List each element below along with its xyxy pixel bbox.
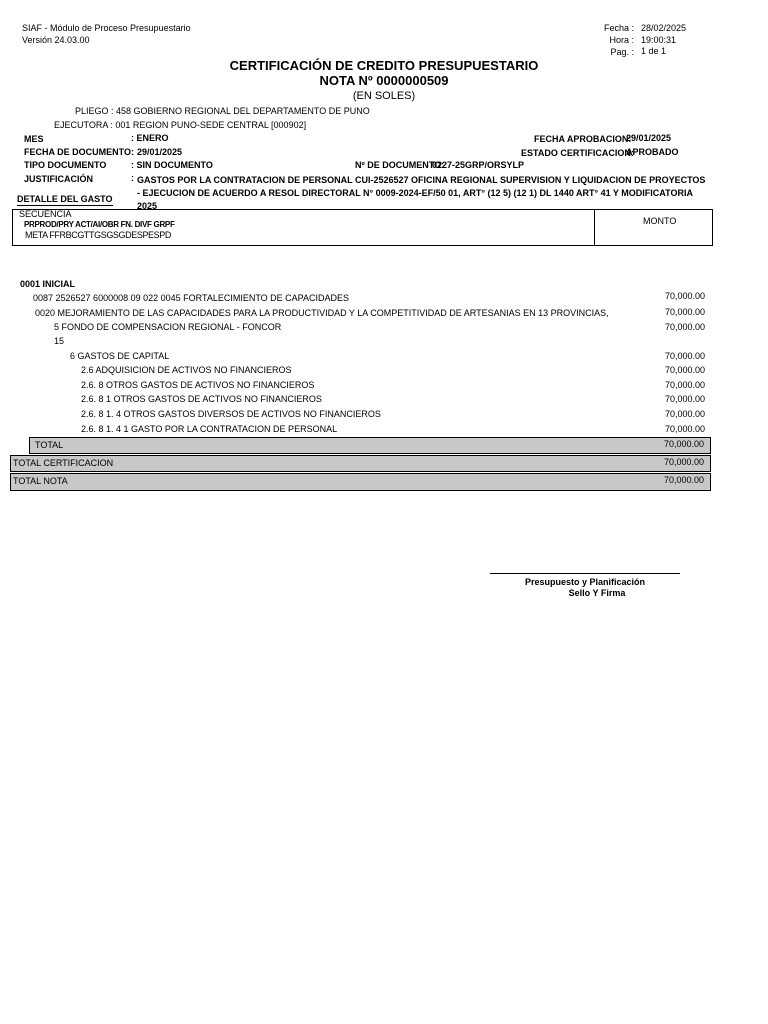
tipo-doc-label: TIPO DOCUMENTO: [24, 160, 107, 170]
estado-value: APROBADO: [626, 147, 679, 157]
app-name: SIAF - Módulo de Proceso Presupuestario: [22, 23, 191, 33]
fecha-aprobacion-value: 29/01/2025: [626, 133, 672, 143]
signature-dept: Presupuesto y Planificación: [524, 577, 646, 587]
hora-value: 19:00:31: [641, 35, 677, 45]
pliego: PLIEGO : 458 GOBIERNO REGIONAL DEL DEPARTAMENTO DE PUNO: [75, 106, 370, 116]
total-nota-value: 70,000.00: [663, 475, 704, 485]
row-amount: 70,000.00: [664, 394, 705, 404]
row-text: 0087 2526527 6000008 09 022 0045 FORTALECIMIENTO DE CAPACIDADES: [33, 293, 350, 303]
row-text: 2.6 ADQUISICION DE ACTIVOS NO FINANCIEROS: [81, 365, 292, 375]
row-amount: 70,000.00: [664, 307, 705, 317]
secuencia-label: SECUENCIA: [19, 209, 72, 219]
detalle-underline: [17, 205, 113, 206]
tipo-doc-value: : SIN DOCUMENTO: [131, 160, 213, 170]
app-version: Versión 24.03.00: [22, 35, 90, 45]
justificacion-colon: :: [131, 173, 134, 183]
estado-label: ESTADO CERTIFICACION:: [521, 148, 634, 158]
fecha-doc-value: 29/01/2025: [137, 147, 183, 157]
justificacion-line1: GASTOS POR LA CONTRATACION DE PERSONAL CUI-2526527 OFICINA REGIONAL SUPERVISION Y LIQUIDACION DE PROYECTOS: [137, 175, 706, 185]
nota-number: NOTA Nº 0000000509: [319, 73, 449, 88]
row-amount: 70,000.00: [664, 409, 705, 419]
fecha-doc-label: FECHA DE DOCUMENTO:: [24, 147, 134, 157]
row-amount: 70,000.00: [664, 365, 705, 375]
row-text: 0020 MEJORAMIENTO DE LAS CAPACIDADES PARA LA PRODUCTIVIDAD Y LA COMPETITIVIDAD DE ARTESANIAS EN 13 PROVINCIAS,: [35, 308, 609, 318]
fecha-label: Fecha :: [603, 23, 634, 33]
row-amount: 70,000.00: [664, 291, 705, 301]
monto-label: MONTO: [643, 216, 677, 226]
row-amount: 70,000.00: [664, 351, 705, 361]
detalle-divider: [594, 209, 595, 246]
total-certificacion-label: TOTAL CERTIFICACION: [13, 458, 114, 468]
column-codes-prefix: PR: [24, 220, 35, 229]
total-nota-label: TOTAL NOTA: [13, 476, 68, 486]
column-codes-text: PROD/PRY ACT/AI/OBR FN. DIVF GRPF: [34, 220, 175, 229]
row-amount: 70,000.00: [664, 424, 705, 434]
justificacion-label: JUSTIFICACIÓN: [24, 174, 94, 184]
fecha-value: 28/02/2025: [641, 23, 687, 33]
row-text: 15: [54, 336, 65, 346]
total-certificacion-value: 70,000.00: [663, 457, 704, 467]
row-text: 2.6. 8 1. 4 OTROS GASTOS DIVERSOS DE ACTIVOS NO FINANCIEROS: [81, 409, 381, 419]
row-text: 2.6. 8 1. 4 1 GASTO POR LA CONTRATACION DE PERSONAL: [81, 424, 338, 434]
hora-label: Hora :: [609, 35, 634, 45]
pag-value: 1 de 1: [641, 46, 667, 56]
detalle-gasto-label: DETALLE DEL GASTO: [17, 194, 113, 204]
row-text: 2.6. 8 OTROS GASTOS DE ACTIVOS NO FINANCIEROS: [81, 380, 315, 390]
column-codes-line2: META FFRBCGTTGSGSGDESPESPD: [25, 230, 171, 240]
row-amount: 70,000.00: [664, 322, 705, 332]
doc-title: CERTIFICACIÓN DE CREDITO PRESUPUESTARIO: [229, 58, 539, 73]
row-text: 6 GASTOS DE CAPITAL: [70, 351, 170, 361]
justificacion-line3: 2025: [137, 201, 158, 211]
row-amount: 70,000.00: [664, 380, 705, 390]
row-text: 2.6. 8 1 OTROS GASTOS DE ACTIVOS NO FINANCIEROS: [81, 394, 322, 404]
row-inicial: 0001 INICIAL: [20, 279, 76, 289]
pag-label: Pag. :: [610, 47, 634, 57]
column-codes: [24, 220, 175, 229]
total-value: 70,000.00: [663, 439, 704, 449]
currency-note: (EN SOLES): [352, 90, 416, 102]
mes-label: MES: [24, 134, 44, 144]
row-text: 5 FONDO DE COMPENSACION REGIONAL - FONCOR: [54, 322, 282, 332]
num-doc-label: Nº DE DOCUMENTO:: [355, 160, 445, 170]
signature-seal: Sello Y Firma: [568, 588, 626, 598]
mes-value: : ENERO: [131, 133, 169, 143]
justificacion-line2: - EJECUCION DE ACUERDO A RESOL DIRECTORAL N° 0009-2024-EF/50 01, ART° (12 5) (12 1) DL 1440 ART° 41 Y MODIFICATORIA: [137, 188, 693, 198]
fecha-aprobacion-label: FECHA APROBACION:: [534, 134, 632, 144]
ejecutora: EJECUTORA : 001 REGION PUNO-SEDE CENTRAL [000902]: [54, 120, 307, 130]
signature-line: [490, 573, 680, 574]
num-doc-value: 0227-25GRP/ORSYLP: [432, 160, 525, 170]
total-label: TOTAL: [35, 440, 64, 450]
